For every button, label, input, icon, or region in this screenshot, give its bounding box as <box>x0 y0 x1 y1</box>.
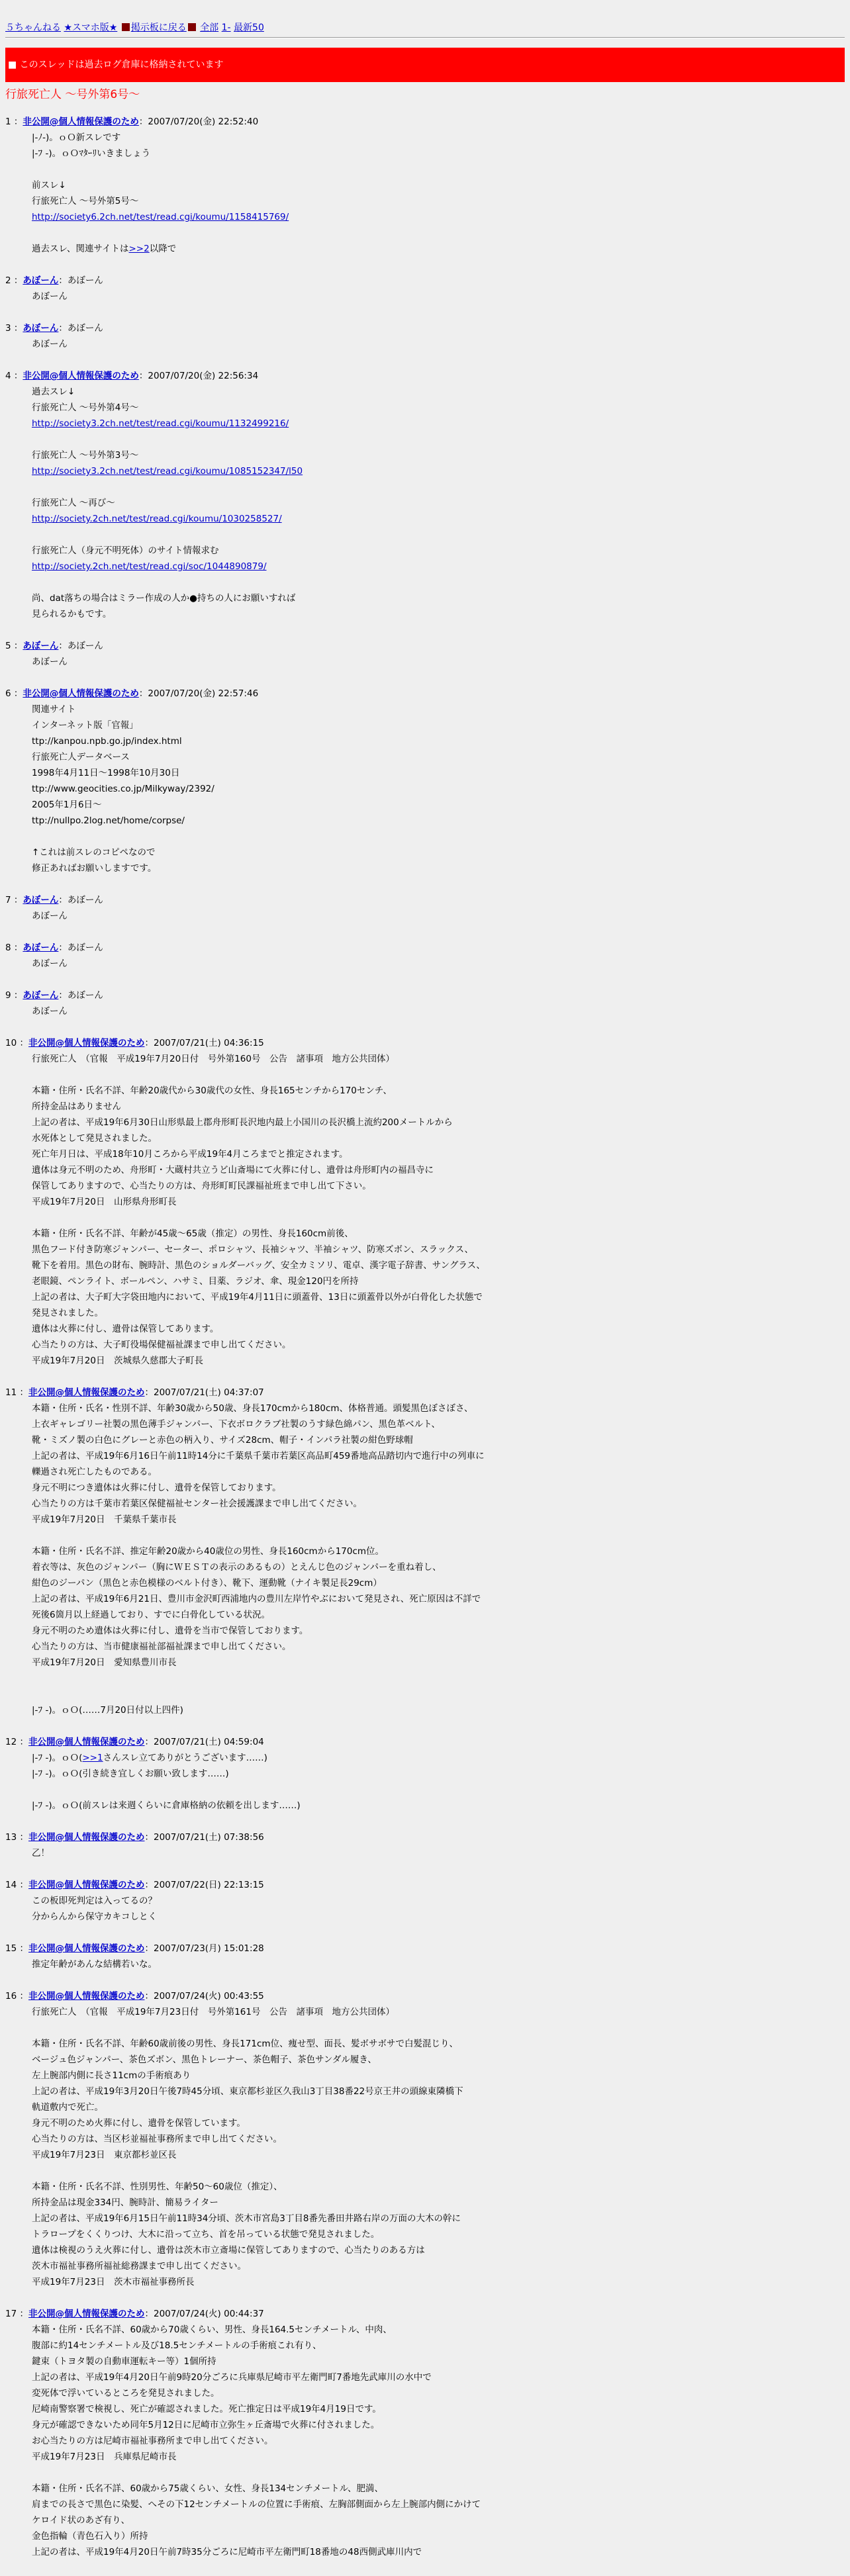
post-author <box>23 688 139 699</box>
post-line: 靴・ミズノ製の白色にグレーと赤色の柄入り、サイズ28cm、帽子・インパラ社製の紺色野球帽 <box>32 1435 413 1446</box>
separator: ： <box>17 1991 28 2001</box>
post-line <box>32 161 843 177</box>
post-date: ：あぼーん <box>58 895 103 905</box>
url-link[interactable]: http://society3.2ch.net/test/read.cgi/koumu/1132499216/ <box>32 418 289 429</box>
post-line: 紺色のジーパン（黒色と赤色模様のベルト付き）、靴下、運動靴（ナイキ製足長29cm） <box>32 1578 382 1588</box>
post-body <box>32 1893 843 1925</box>
post-line: 老眼鏡、ペンライト、ボールペン、ハサミ、目薬、ラジオ、傘、現金120円を所持 <box>32 1276 359 1287</box>
post-line: 肩までの長さで黒色に染髪、へその下12センチメートルの位置に手術痕、左胸部側面から左上腕部内側にかけて <box>32 2499 481 2510</box>
post-line: 腹部に約14センチメートル及び18.5センチメートルの手術痕これ有り、 <box>32 2340 322 2351</box>
post-line: 上記の者は、平成19年6月16日午前11時14分に千葉県千葉市若葉区高品町459番地高品踏切内で進行中の列車に <box>32 1451 485 1461</box>
post-body <box>32 1956 843 1972</box>
post-author <box>28 1737 145 1747</box>
post-number: 14 <box>5 1880 17 1890</box>
post-line: 本籍・住所・氏名不詳、60歳から75歳くらい、女性、身長134センチメートル、肥満、 <box>32 2483 384 2494</box>
post-body <box>32 908 843 924</box>
post-4 <box>5 368 843 622</box>
post-header <box>5 686 843 702</box>
post-number: 11 <box>5 1387 17 1398</box>
post-author-link[interactable]: 非公開@個人情報保護のため <box>28 1943 145 1954</box>
post-line: あぼーん <box>32 657 68 667</box>
post-line <box>32 2465 843 2481</box>
separator: ： <box>11 688 23 699</box>
post-line: 心当たりの方は、当市健康福祉部福祉課まで申し出てください。 <box>32 1641 291 1652</box>
post-line: 修正あればお願いしますです。 <box>32 863 157 874</box>
line-text: |-ﾌ -)。ｏＯ( <box>32 1753 83 1763</box>
post-line <box>32 511 843 527</box>
post-8 <box>5 940 843 972</box>
post-date: ：2007/07/24(火) 00:44:37 <box>144 2309 264 2319</box>
url-link[interactable]: http://society.2ch.net/test/read.cgi/koumu/1030258527/ <box>32 514 282 524</box>
post-line: 心当たりの方は、当区杉並福祉事務所まで申し出てください。 <box>32 2134 282 2144</box>
post-line: 心当たりの方は、大子町役場保健福祉課まで申し出てください。 <box>32 1340 291 1350</box>
post-date: ：あぼーん <box>58 943 103 953</box>
post-line: 行旅死亡人 〜号外第5号〜 <box>32 196 139 207</box>
post-line: 上記の者は、平成19年6月21日、豊川市金沢町西浦地内の豊川左岸竹やぶにおいて発見され、死亡原因は不詳で <box>32 1594 481 1604</box>
post-date: ：2007/07/20(金) 22:56:34 <box>138 371 259 381</box>
square-icon <box>188 23 196 31</box>
post-line: あぼーん <box>32 958 68 969</box>
post-line <box>32 1210 843 1226</box>
post-line <box>32 1528 843 1543</box>
post-author-link[interactable]: 非公開@個人情報保護のため <box>28 1038 145 1048</box>
post-11 <box>5 1385 843 1718</box>
post-header <box>5 114 843 130</box>
post-number: 9 <box>5 990 11 1001</box>
post-author <box>23 990 58 1001</box>
post-line: 上記の者は、大子町大字袋田地内において、平成19年4月11日に頭蓋骨、13日に頭蓋骨以外が白骨化した状態で <box>32 1292 483 1303</box>
post-number: 4 <box>5 371 11 381</box>
post-line: 軌道敷内で死亡。 <box>32 2102 103 2113</box>
post-header <box>5 988 843 1003</box>
post-line: 平成19年7月20日 千葉県千葉市長 <box>32 1514 177 1525</box>
post-line: あぼーん <box>32 1006 68 1017</box>
post-line: 2005年1月6日〜 <box>32 800 102 810</box>
post-line: インターネット版「官報」 <box>32 720 138 731</box>
post-author-link[interactable]: 非公開@個人情報保護のため <box>28 1991 145 2001</box>
post-line: 平成19年7月20日 茨城県久慈郡大子町長 <box>32 1356 203 1366</box>
post-line: 鍵束（トヨタ製の自動車運転キー等）1個所持 <box>32 2356 216 2367</box>
post-line: 発見されました。 <box>32 1308 103 1318</box>
post-author-link[interactable]: 非公開@個人情報保護のため <box>28 1387 145 1398</box>
post-line: 本籍・住所・氏名・性別不詳、年齢30歳から50歳、身長170cmから180cm、体格普通。頭髪黒色ぼさぼさ、 <box>32 1403 473 1414</box>
post-line <box>32 1671 843 1686</box>
post-number: 2 <box>5 275 11 286</box>
post-line: 分からんから保守カキコしとく <box>32 1911 157 1922</box>
post-10 <box>5 1035 843 1369</box>
post-13 <box>5 1829 843 1861</box>
anchor-link[interactable]: >>1 <box>82 1753 103 1763</box>
post-author-link[interactable]: あぼーん <box>23 990 59 1001</box>
post-line: 上衣ギャレゴリー社製の黒色薄手ジャンパー、下衣ボロクラブ社製のうす緑色綿パン、黒色革ベルト、 <box>32 1419 440 1430</box>
post-body <box>32 1051 843 1369</box>
separator: ： <box>11 990 23 1001</box>
post-body <box>32 130 843 257</box>
post-3 <box>5 320 843 352</box>
post-date: ：2007/07/21(土) 04:36:15 <box>144 1038 264 1048</box>
post-line: 上記の者は、平成19年6月15日午前11時34分頃、茨木市宮島3丁目8番先番田井路右岸の万面の大木の幹に <box>32 2213 461 2224</box>
post-author-link[interactable]: 非公開@個人情報保護のため <box>23 371 139 381</box>
post-number: 5 <box>5 641 11 651</box>
post-author-link[interactable]: 非公開@個人情報保護のため <box>28 1737 145 1747</box>
post-body <box>32 2004 843 2290</box>
post-author <box>28 1880 145 1890</box>
post-date: ：あぼーん <box>58 275 103 286</box>
post-date: ：2007/07/24(火) 00:43:55 <box>144 1991 264 2001</box>
post-line: 金色指輪（青色石入り）所持 <box>32 2531 148 2542</box>
post-line: 心当たりの方は千葉市若葉区保健福祉センター社会援護課まで申し出てください。 <box>32 1498 362 1509</box>
post-number: 16 <box>5 1991 17 2001</box>
post-line <box>32 1782 843 1798</box>
post-line: お心当たりの方は尼崎市福祉事務所まで申し出てください。 <box>32 2436 273 2446</box>
separator: ： <box>11 895 23 905</box>
post-line <box>32 2020 843 2036</box>
post-author <box>23 895 58 905</box>
post-author <box>23 641 58 651</box>
post-line: 遺体は火葬に付し、遺骨は保管してあります。 <box>32 1324 219 1334</box>
url-link[interactable]: http://society3.2ch.net/test/read.cgi/koumu/1085152347/l50 <box>32 466 303 477</box>
post-number: 6 <box>5 688 11 699</box>
post-7 <box>5 892 843 924</box>
url-link[interactable]: http://society.2ch.net/test/read.cgi/soc/1044890879/ <box>32 561 267 572</box>
post-line: 黒色フード付き防寒ジャンパー、セーター、ポロシャツ、長袖シャツ、半袖シャツ、防寒ズボン、スラックス、 <box>32 1244 474 1255</box>
post-line: 身元不明のため火葬に付し、遺骨を保管しています。 <box>32 2118 246 2129</box>
post-line <box>32 225 843 241</box>
separator: ： <box>11 371 23 381</box>
post-line: 上記の者は、平成19年3月20日午後7時45分頃、東京都杉並区久我山3丁目38番22号京王井の頭線東隣橋下 <box>32 2086 463 2097</box>
post-header <box>5 1035 843 1051</box>
post-line: |-ﾌ -)。ｏＯﾏﾀｰﾘいきましょう <box>32 148 151 159</box>
separator: ： <box>17 1943 28 1954</box>
post-15 <box>5 1941 843 1972</box>
post-header <box>5 368 843 384</box>
post-header <box>5 320 843 336</box>
post-line: 1998年4月11日〜1998年10月30日 <box>32 768 180 778</box>
separator: ： <box>11 116 23 127</box>
post-author-link[interactable]: あぼーん <box>23 275 59 286</box>
post-line: 本籍・住所・氏名不詳、年齢60歳前後の男性、身長171cm位、痩せ型、面長、髪ボサボサで白髪混じり、 <box>32 2039 459 2049</box>
post-line: 尚、dat落ちの場合はミラー作成の人か●持ちの人にお願いすれば <box>32 593 296 604</box>
nav-latest-link[interactable]: 最新50 <box>234 23 264 33</box>
post-line <box>32 527 843 543</box>
post-author <box>23 943 58 953</box>
post-line: 左上腕部内側に長さ11cmの手術痕あり <box>32 2070 191 2081</box>
post-16 <box>5 1988 843 2290</box>
post-date: ：あぼーん <box>58 641 103 651</box>
nav-back-link[interactable]: 掲示板に戻る <box>130 23 187 33</box>
post-body <box>32 1750 843 1814</box>
post-line <box>32 241 843 257</box>
top-nav <box>5 20 264 36</box>
post-header <box>5 273 843 289</box>
post-line <box>32 829 843 845</box>
post-header <box>5 2306 843 2322</box>
post-body <box>32 384 843 622</box>
post-author-link[interactable]: 非公開@個人情報保護のため <box>28 1880 145 1890</box>
post-number: 1 <box>5 116 11 127</box>
nav-all-link[interactable]: 全部 <box>200 23 219 33</box>
post-line: 上記の者は、平成19年4月20日午前9時20分ごろに兵庫県尼崎市平左衛門町7番地先武庫川の水中で <box>32 2372 432 2383</box>
post-header <box>5 1877 843 1893</box>
post-author <box>23 371 139 381</box>
post-line: 本籍・住所・氏名不詳、年齢20歳代から30歳代の女性、身長165センチから170センチ、 <box>32 1085 392 1096</box>
post-line: 茨木市福祉事務所福祉総務課まで申し出てください。 <box>32 2261 246 2272</box>
post-9 <box>5 988 843 1019</box>
post-author <box>28 1387 145 1398</box>
post-line: 所持金品はありません <box>32 1101 121 1112</box>
post-date: ：あぼーん <box>58 990 103 1001</box>
post-author <box>28 2309 145 2319</box>
post-line: 行旅死亡人 〜再び〜 <box>32 498 115 508</box>
post-number: 10 <box>5 1038 17 1048</box>
post-line: 過去スレ↓ <box>32 387 75 397</box>
post-line: ttp://www.geocities.co.jp/Milkyway/2392/ <box>32 784 214 794</box>
post-line <box>32 432 843 447</box>
post-body <box>32 1845 843 1861</box>
post-body <box>32 956 843 972</box>
post-line: 所持金品は現金334円、腕時計、簡易ライター <box>32 2197 218 2208</box>
post-date: ：2007/07/21(土) 04:37:07 <box>144 1387 264 1398</box>
post-number: 12 <box>5 1737 17 1747</box>
nav-smartphone-link[interactable]: ★スマホ版★ <box>64 23 118 33</box>
post-line: 平成19年7月23日 兵庫県尼崎市長 <box>32 2452 177 2462</box>
post-author <box>23 116 139 127</box>
line-text: 以降で <box>149 244 177 254</box>
post-5 <box>5 638 843 670</box>
post-line: |-ﾉ-)。ｏＯ新スレです <box>32 132 121 143</box>
post-author <box>23 275 58 286</box>
post-line: トラロープをくくりつけ、大木に沿って立ち、首を吊っている状態で発見されました。 <box>32 2229 380 2240</box>
post-line <box>32 479 843 495</box>
archived-banner: ■ このスレッドは過去ログ倉庫に格納されています <box>5 48 845 82</box>
post-line <box>32 463 843 479</box>
post-body <box>32 336 843 352</box>
post-line <box>32 575 843 590</box>
post-line: 身元が確認できないため同年5月12日に尼崎市立弥生ヶ丘斎場で火葬に付されました。 <box>32 2420 380 2430</box>
post-line: 推定年齢があんな結構若いな。 <box>32 1959 157 1970</box>
post-line <box>32 209 843 225</box>
post-body <box>32 702 843 876</box>
post-line: あぼーん <box>32 291 68 302</box>
post-list <box>5 114 843 2576</box>
separator: ： <box>11 641 23 651</box>
post-line: ttp://kanpou.npb.go.jp/index.html <box>32 736 182 747</box>
line-text: さんスレ立てありがとうございます……) <box>103 1753 267 1763</box>
post-author <box>28 1832 145 1843</box>
post-author <box>28 1943 145 1954</box>
post-body <box>32 2322 843 2560</box>
post-author <box>28 1038 145 1048</box>
post-line <box>32 1750 843 1766</box>
post-author-link[interactable]: 非公開@個人情報保護のため <box>28 1832 145 1843</box>
post-date: ：2007/07/21(土) 07:38:56 <box>144 1832 264 1843</box>
thread-title: 行旅死亡人 〜号外第6号〜 <box>5 88 140 101</box>
post-line: この板即死判定は入ってるの？ <box>32 1896 157 1906</box>
post-2 <box>5 273 843 304</box>
post-line: 行旅死亡人 （官報 平成19年7月23日付 号外第161号 公告 諸事項 地方公共団体） <box>32 2007 395 2017</box>
url-link[interactable]: http://society6.2ch.net/test/read.cgi/koumu/1158415769/ <box>32 212 289 222</box>
post-line <box>32 416 843 432</box>
post-author-link[interactable]: あぼーん <box>23 895 59 905</box>
post-author <box>23 323 58 334</box>
square-icon <box>122 23 130 31</box>
post-line <box>32 1067 843 1083</box>
post-line: |-ﾌ -)。ｏＯ(前スレは来週くらいに倉庫格納の依頼を出します……) <box>32 1800 301 1811</box>
post-line <box>32 1686 843 1702</box>
post-author <box>28 1991 145 2001</box>
post-number: 15 <box>5 1943 17 1954</box>
post-header <box>5 1941 843 1956</box>
post-author-link[interactable]: あぼーん <box>23 641 59 651</box>
post-line: 前スレ↓ <box>32 180 66 191</box>
post-line: 本籍・住所・氏名不詳、年齢が45歳〜65歳（推定）の男性、身長160cm前後、 <box>32 1228 354 1239</box>
post-line: 上記の者は、平成19年6月30日山形県最上郡舟形町長沢地内最上小国川の長沢橋上流約200メートルから <box>32 1117 453 1128</box>
post-line: |-ﾌ -)。ｏＯ(……7月20日付以上四件) <box>32 1705 183 1716</box>
post-author-link[interactable]: あぼーん <box>23 323 59 334</box>
post-line: ↑これは前スレのコピペなので <box>32 847 156 858</box>
post-date: ：あぼーん <box>58 323 103 334</box>
post-line: 上記の者は、平成19年4月20日午前7時35分ごろに尼崎市平左衛門町18番地の48西側武庫川内で <box>32 2547 422 2557</box>
post-number: 8 <box>5 943 11 953</box>
post-line: 平成19年7月23日 東京都杉並区長 <box>32 2150 177 2160</box>
separator: ： <box>17 1832 28 1843</box>
post-author-link[interactable]: 非公開@個人情報保護のため <box>28 2309 145 2319</box>
post-header <box>5 1734 843 1750</box>
line-text: 過去スレ、関連サイトは <box>32 244 129 254</box>
post-author-link[interactable]: あぼーん <box>23 943 59 953</box>
post-14 <box>5 1877 843 1925</box>
post-header <box>5 1988 843 2004</box>
post-line: 水死体として発見されました。 <box>32 1133 157 1144</box>
divider <box>5 37 845 38</box>
post-header <box>5 940 843 956</box>
post-line: 尼崎南警察署で検視し、死亡が確認されました。死亡推定日は平成19年4月19日です。 <box>32 2404 381 2415</box>
post-date: ：2007/07/20(金) 22:57:46 <box>138 688 259 699</box>
post-number: 17 <box>5 2309 17 2319</box>
separator: ： <box>11 275 23 286</box>
post-line: 死亡年月日は、平成18年10月ころから平成19年4月ころまでと推定されます。 <box>32 1149 348 1160</box>
post-line: 身元不明のため遺体は火葬に付し、遺骨を当市で保管しております。 <box>32 1626 308 1636</box>
post-number: 13 <box>5 1832 17 1843</box>
post-header <box>5 892 843 908</box>
separator: ： <box>17 1880 28 1890</box>
post-header <box>5 1385 843 1401</box>
post-line: 靴下を着用。黒色の財布、腕時計、黒色のショルダーバッグ、安全カミソリ、電卓、漢字電子辞書、サングラス、 <box>32 1260 485 1271</box>
nav-first-link[interactable]: 1- <box>221 23 231 33</box>
post-date: ：2007/07/20(金) 22:52:40 <box>138 116 259 127</box>
separator: ： <box>17 1038 28 1048</box>
post-body <box>32 289 843 304</box>
post-line: 保管してありますので、心当たりの方は、舟形町町民課福祉班まで申し出て下さい。 <box>32 1181 371 1191</box>
separator: ： <box>11 323 23 334</box>
post-line: 乙！ <box>32 1848 50 1859</box>
separator: ： <box>17 2309 28 2319</box>
post-line: 遺体は身元不明のため、舟形町・大蔵村共立うど山斎場にて火葬に付し、遺骨は舟形町内の福昌寺に <box>32 1165 434 1175</box>
post-line: 本籍・住所・氏名不詳、性別男性、年齢50〜60歳位（推定）、 <box>32 2182 283 2192</box>
post-line: 平成19年7月20日 愛知県豊川市長 <box>32 1657 177 1668</box>
post-date: ：2007/07/23(月) 15:01:28 <box>144 1943 264 1954</box>
post-body <box>32 1401 843 1718</box>
post-1 <box>5 114 843 257</box>
post-line: あぼーん <box>32 339 68 349</box>
post-line: ベージュ色ジャンパー、茶色ズボン、黒色トレーナー、茶色帽子、茶色サンダル履き、 <box>32 2054 377 2065</box>
post-line: 身元不明につき遺体は火葬に付し、遺骨を保管しております。 <box>32 1483 281 1493</box>
post-body <box>32 654 843 670</box>
post-line: 死後6箇月以上経過しており、すでに白骨化している状況。 <box>32 1610 270 1620</box>
post-line: 行旅死亡人 〜号外第4号〜 <box>32 402 139 413</box>
post-number: 3 <box>5 323 11 334</box>
post-line: 見られるかもです。 <box>32 609 112 620</box>
post-17 <box>5 2306 843 2560</box>
post-line: 行旅死亡人 （官報 平成19年7月20日付 号外第160号 公告 諸事項 地方公共団体） <box>32 1054 395 1064</box>
post-6 <box>5 686 843 876</box>
separator: ： <box>17 1387 28 1398</box>
post-line: 遺体は検視のうえ火葬に付し、遺骨は茨木市立斎場に保管してありますので、心当たりのある方は <box>32 2245 425 2256</box>
post-author-link[interactable]: 非公開@個人情報保護のため <box>23 116 139 127</box>
post-line: あぼーん <box>32 911 68 921</box>
post-line: ttp://nullpo.2log.net/home/corpse/ <box>32 815 185 826</box>
post-line: 着衣等は、灰色のジャンパー（胸にＷＥＳＴの表示のあるもの）とえんじ色のジャンパーを重ね着し、 <box>32 1562 442 1573</box>
separator: ： <box>17 1737 28 1747</box>
post-line: 本籍・住所・氏名不詳、推定年齢20歳から40歳位の男性、身長160cmから170cm位。 <box>32 1546 385 1557</box>
post-line: 行旅死亡人（身元不明死体）のサイト情報求む <box>32 545 219 556</box>
post-line: 本籍・住所・氏名不詳、60歳から70歳くらい、男性、身長164.5センチメートル、中肉、 <box>32 2324 392 2335</box>
post-body <box>32 1003 843 1019</box>
post-number: 7 <box>5 895 11 905</box>
post-line: 行旅死亡人 〜号外第3号〜 <box>32 450 139 461</box>
post-line: 轢過され死亡したものである。 <box>32 1467 157 1477</box>
post-line: 平成19年7月20日 山形県舟形町長 <box>32 1197 177 1207</box>
post-line: 平成19年7月23日 茨木市福祉事務所長 <box>32 2277 195 2287</box>
post-line: 変死体で浮いているところを発見されました。 <box>32 2388 220 2399</box>
post-line: ケロイド状のあざ有り、 <box>32 2515 130 2526</box>
separator: ： <box>11 943 23 953</box>
anchor-link[interactable]: >>2 <box>128 244 150 254</box>
post-12 <box>5 1734 843 1814</box>
post-line <box>32 559 843 575</box>
post-line: 関連サイト <box>32 704 76 715</box>
post-line: 行旅死亡人データベース <box>32 752 130 762</box>
post-date: ：2007/07/21(土) 04:59:04 <box>144 1737 264 1747</box>
nav-5ch-link[interactable]: ５ちゃんねる <box>5 23 61 33</box>
post-line: |-ﾌ -)。ｏＯ(引き続き宜しくお願い致します……) <box>32 1769 229 1779</box>
post-date: ：2007/07/22(日) 22:13:15 <box>144 1880 264 1890</box>
post-header <box>5 638 843 654</box>
post-header <box>5 1829 843 1845</box>
post-line <box>32 2163 843 2179</box>
post-author-link[interactable]: 非公開@個人情報保護のため <box>23 688 139 699</box>
